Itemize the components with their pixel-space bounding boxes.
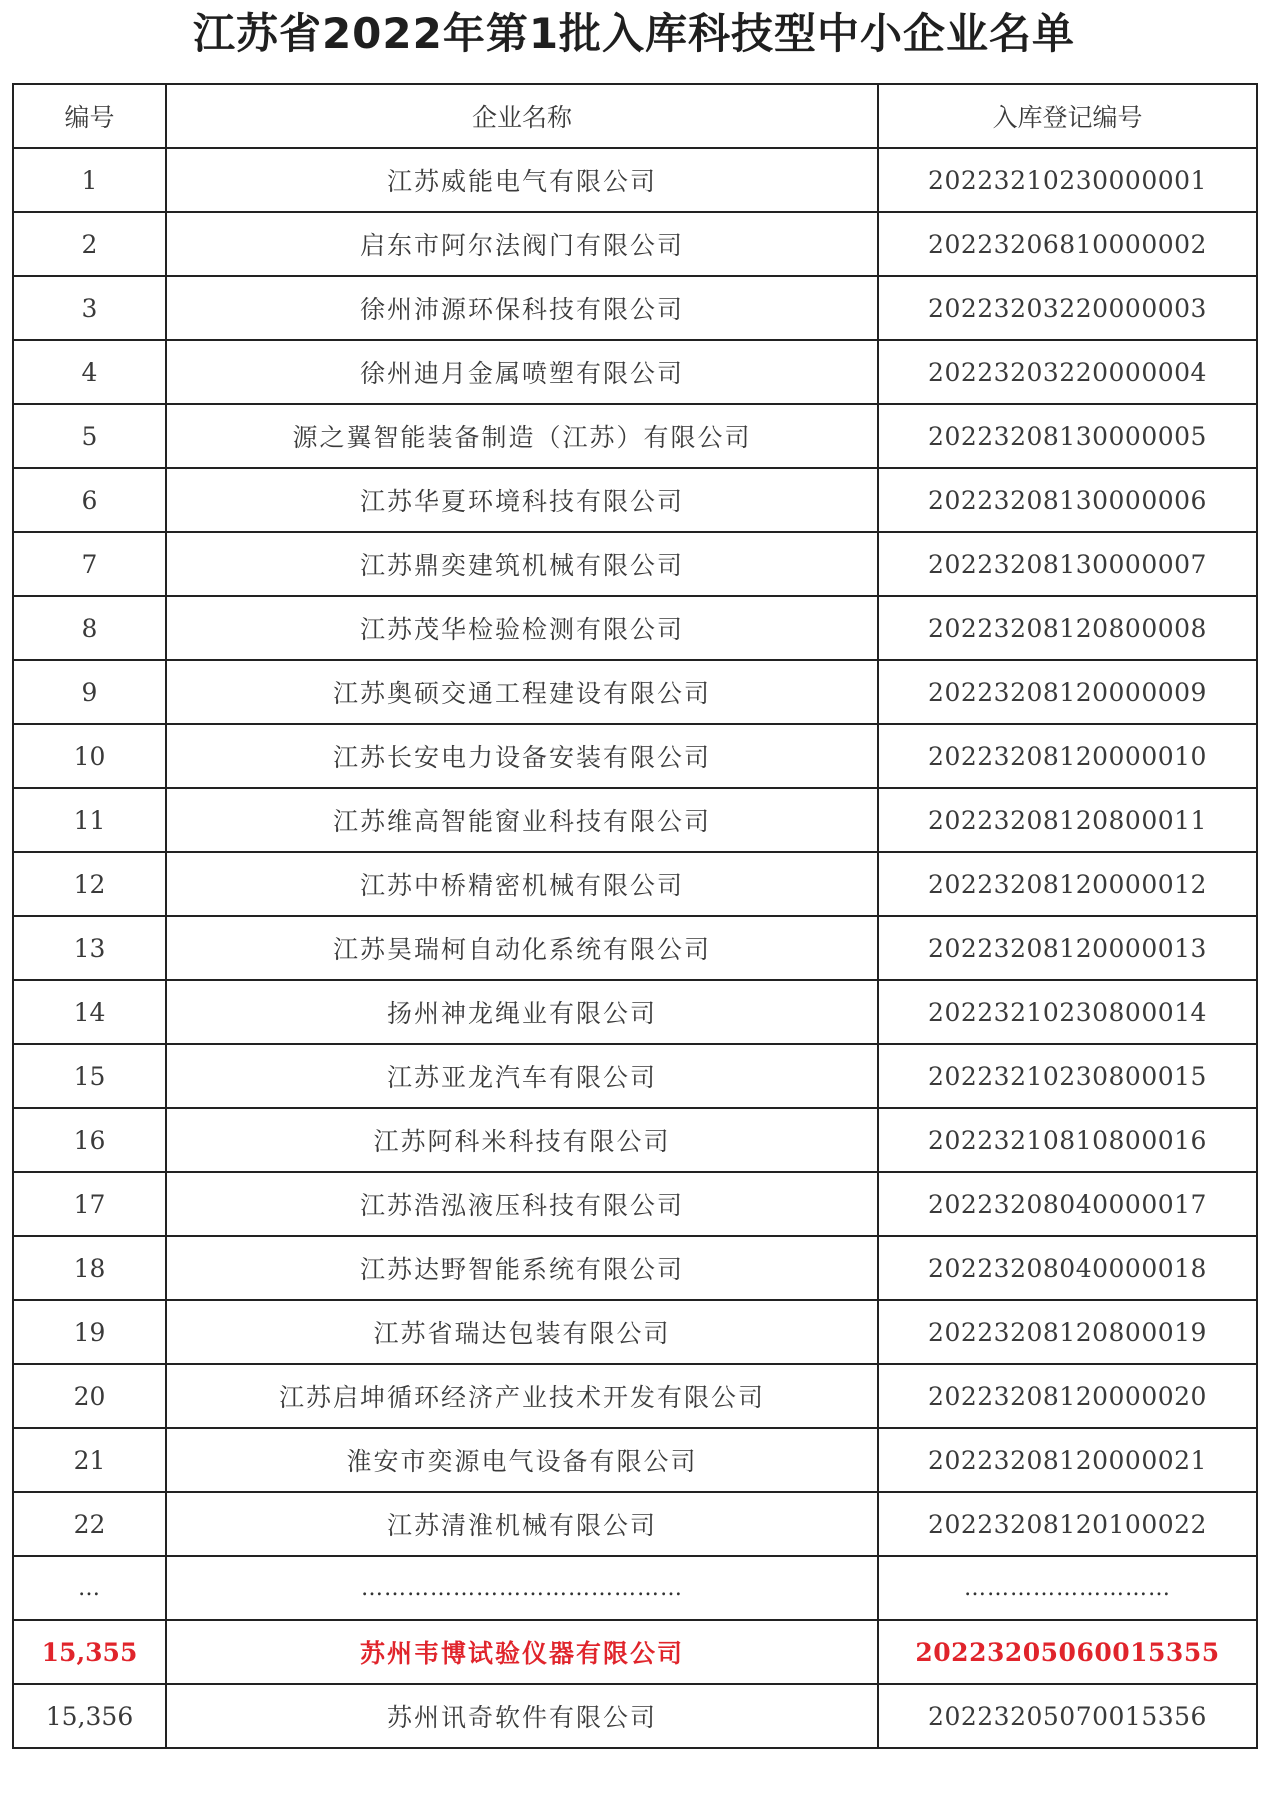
table-row <box>13 148 1257 212</box>
cell-company-name: 江苏启坤循环经济产业技术开发有限公司 <box>166 1364 878 1428</box>
table-row <box>13 404 1257 468</box>
table-row <box>13 340 1257 404</box>
cell-number: 20 <box>13 1364 166 1428</box>
cell-registration-number: 20223210230800015 <box>878 1044 1257 1108</box>
table-row <box>13 1492 1257 1556</box>
cell-number: … <box>13 1556 166 1620</box>
cell-registration-number: 20223208120000021 <box>878 1428 1257 1492</box>
table-row <box>13 852 1257 916</box>
cell-number: 2 <box>13 212 166 276</box>
cell-registration-number: 20223208120800019 <box>878 1300 1257 1364</box>
table-row <box>13 1044 1257 1108</box>
table-row <box>13 724 1257 788</box>
table-row <box>13 1556 1257 1620</box>
table-row <box>13 468 1257 532</box>
table-row <box>13 1364 1257 1428</box>
cell-company-name: 苏州讯奇软件有限公司 <box>166 1684 878 1748</box>
cell-registration-number: ……………………… <box>878 1556 1257 1620</box>
cell-number: 4 <box>13 340 166 404</box>
cell-registration-number: 20223205070015356 <box>878 1684 1257 1748</box>
cell-company-name: 淮安市奕源电气设备有限公司 <box>166 1428 878 1492</box>
cell-registration-number: 20223208120100022 <box>878 1492 1257 1556</box>
cell-company-name: 苏州韦博试验仪器有限公司 <box>166 1620 878 1684</box>
table-row <box>13 1620 1257 1684</box>
cell-number: 5 <box>13 404 166 468</box>
cell-number: 3 <box>13 276 166 340</box>
cell-registration-number: 20223208120000020 <box>878 1364 1257 1428</box>
cell-number: 21 <box>13 1428 166 1492</box>
cell-registration-number: 20223208130000005 <box>878 404 1257 468</box>
cell-registration-number: 20223205060015355 <box>878 1620 1257 1684</box>
cell-number: 19 <box>13 1300 166 1364</box>
cell-number: 1 <box>13 148 166 212</box>
cell-number: 8 <box>13 596 166 660</box>
cell-company-name: 徐州迪月金属喷塑有限公司 <box>166 340 878 404</box>
cell-registration-number: 20223208120800008 <box>878 596 1257 660</box>
cell-number: 12 <box>13 852 166 916</box>
cell-number: 17 <box>13 1172 166 1236</box>
cell-number: 9 <box>13 660 166 724</box>
cell-number: 18 <box>13 1236 166 1300</box>
cell-company-name: 江苏长安电力设备安装有限公司 <box>166 724 878 788</box>
cell-company-name: 江苏维高智能窗业科技有限公司 <box>166 788 878 852</box>
cell-company-name: 江苏鼎奕建筑机械有限公司 <box>166 532 878 596</box>
cell-company-name: 江苏华夏环境科技有限公司 <box>166 468 878 532</box>
cell-registration-number: 20223203220000003 <box>878 276 1257 340</box>
cell-company-name: 江苏浩泓液压科技有限公司 <box>166 1172 878 1236</box>
cell-company-name: 江苏达野智能系统有限公司 <box>166 1236 878 1300</box>
table-row <box>13 276 1257 340</box>
cell-registration-number: 20223206810000002 <box>878 212 1257 276</box>
table-row <box>13 1172 1257 1236</box>
table-row <box>13 660 1257 724</box>
cell-company-name: 江苏奥硕交通工程建设有限公司 <box>166 660 878 724</box>
table-header-row <box>13 84 1257 148</box>
table-row <box>13 980 1257 1044</box>
cell-company-name: 江苏省瑞达包装有限公司 <box>166 1300 878 1364</box>
table-row <box>13 916 1257 980</box>
page-title: 江苏省2022年第1批入库科技型中小企业名单 <box>192 9 1076 58</box>
header-number: 编号 <box>13 84 166 148</box>
cell-registration-number: 20223210810800016 <box>878 1108 1257 1172</box>
cell-number: 16 <box>13 1108 166 1172</box>
cell-company-name: …………………………………… <box>166 1556 878 1620</box>
cell-registration-number: 20223208120800011 <box>878 788 1257 852</box>
cell-registration-number: 20223208120000012 <box>878 852 1257 916</box>
cell-company-name: 江苏茂华检验检测有限公司 <box>166 596 878 660</box>
cell-company-name: 启东市阿尔法阀门有限公司 <box>166 212 878 276</box>
cell-registration-number: 20223210230800014 <box>878 980 1257 1044</box>
cell-company-name: 江苏昊瑞柯自动化系统有限公司 <box>166 916 878 980</box>
cell-company-name: 徐州沛源环保科技有限公司 <box>166 276 878 340</box>
table-row <box>13 1300 1257 1364</box>
table-row <box>13 212 1257 276</box>
table-row <box>13 1684 1257 1748</box>
cell-number: 15 <box>13 1044 166 1108</box>
cell-company-name: 江苏阿科米科技有限公司 <box>166 1108 878 1172</box>
cell-number: 11 <box>13 788 166 852</box>
cell-number: 15,356 <box>13 1684 166 1748</box>
cell-number: 13 <box>13 916 166 980</box>
table-row <box>13 596 1257 660</box>
cell-company-name: 源之翼智能装备制造（江苏）有限公司 <box>166 404 878 468</box>
table-row <box>13 532 1257 596</box>
cell-company-name: 江苏亚龙汽车有限公司 <box>166 1044 878 1108</box>
header-company-name: 企业名称 <box>166 84 878 148</box>
table-row <box>13 1428 1257 1492</box>
cell-company-name: 扬州神龙绳业有限公司 <box>166 980 878 1044</box>
cell-number: 15,355 <box>13 1620 166 1684</box>
table-row <box>13 1108 1257 1172</box>
cell-number: 22 <box>13 1492 166 1556</box>
cell-registration-number: 20223208130000007 <box>878 532 1257 596</box>
cell-number: 10 <box>13 724 166 788</box>
cell-number: 7 <box>13 532 166 596</box>
cell-number: 6 <box>13 468 166 532</box>
cell-registration-number: 20223208040000018 <box>878 1236 1257 1300</box>
cell-company-name: 江苏清淮机械有限公司 <box>166 1492 878 1556</box>
cell-company-name: 江苏威能电气有限公司 <box>166 148 878 212</box>
cell-registration-number: 20223210230000001 <box>878 148 1257 212</box>
cell-registration-number: 20223208120000010 <box>878 724 1257 788</box>
cell-registration-number: 20223208120000009 <box>878 660 1257 724</box>
company-list-table <box>12 83 1258 1749</box>
cell-registration-number: 20223208040000017 <box>878 1172 1257 1236</box>
cell-registration-number: 20223208120000013 <box>878 916 1257 980</box>
cell-registration-number: 20223203220000004 <box>878 340 1257 404</box>
header-registration-number: 入库登记编号 <box>878 84 1257 148</box>
cell-registration-number: 20223208130000006 <box>878 468 1257 532</box>
table-row <box>13 1236 1257 1300</box>
cell-company-name: 江苏中桥精密机械有限公司 <box>166 852 878 916</box>
table-row <box>13 788 1257 852</box>
cell-number: 14 <box>13 980 166 1044</box>
